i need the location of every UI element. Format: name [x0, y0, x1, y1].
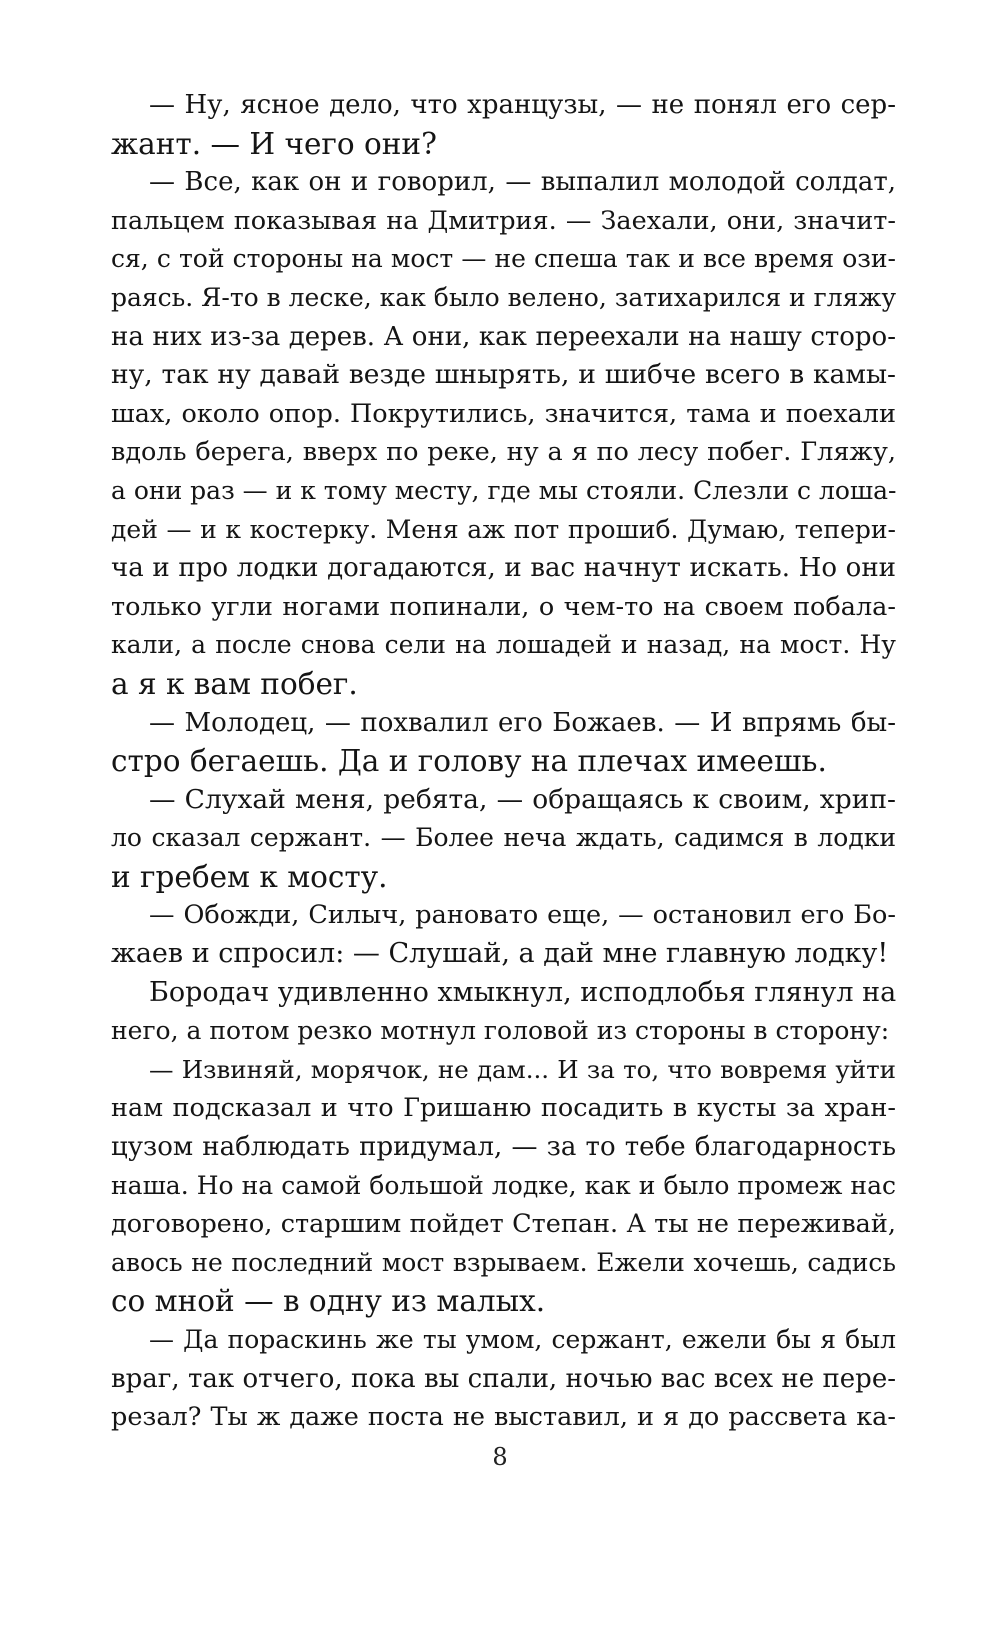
body-text	[111, 86, 896, 1437]
text-line: дей — и к костерку. Меня аж пот прошиб. Думаю, тепери-	[111, 514, 896, 544]
text-line: наша. Но на самой большой лодке, как и было промеж нас	[111, 1170, 896, 1200]
text-line: ча и про лодки догадаются, и вас начнут искать. Но они	[111, 553, 896, 584]
text-line: — Молодец, — похвалил его Божаев. — И впрямь бы-	[149, 707, 896, 738]
text-line: него, а потом резко мотнул головой из стороны в сторону:	[111, 1016, 890, 1046]
text-line: ло сказал сержант. — Более неча ждать, садимся в лодки	[111, 823, 896, 853]
text-line: шах, около опор. Покрутились, значится, тама и поехали	[111, 398, 896, 429]
text-line: ся, с той стороны на мост — не спеша так и все время ози-	[111, 244, 896, 274]
text-line: — Ну, ясное дело, что хранцузы, — не понял его сер-	[149, 90, 896, 120]
text-line: пальцем показывая на Дмитрия. — Заехали, они, значит-	[111, 205, 896, 236]
text-line: кали, а после снова сели на лошадей и назад, на мост. Ну	[111, 630, 896, 660]
text-line: ну, так ну давай везде шнырять, и шибче всего в камы-	[111, 359, 896, 391]
text-line: Бородач удивленно хмыкнул, исподлобья глянул на	[149, 976, 897, 1008]
text-line: вдоль берега, вверх по реке, ну а я по лесу побег. Гляжу,	[111, 437, 896, 468]
text-line: стро бегаешь. Да и голову на плечах имеешь.	[111, 744, 827, 779]
text-line: а я к вам побег.	[111, 666, 358, 701]
text-line: договорено, старшим пойдет Степан. А ты не переживай,	[111, 1209, 896, 1240]
text-line: раясь. Я-то в леске, как было велено, затихарился и гляжу	[111, 282, 897, 312]
text-line: резал? Ты ж даже поста не выставил, и я до рассвета ка-	[111, 1402, 896, 1433]
text-line: цузом наблюдать придумал, — за то тебе благодарность	[111, 1132, 896, 1163]
text-line: — Обожди, Силыч, рановато еще, — остановил его Бо-	[149, 900, 896, 931]
page-number: 8	[492, 1443, 508, 1471]
text-line: — Извиняй, морячок, не дам... И за то, что вовремя уйти	[149, 1054, 896, 1084]
text-line: только угли ногами попинали, о чем-то на своем побала-	[111, 591, 896, 622]
text-line: на них из-за дерев. А они, как переехали на нашу сторо-	[111, 321, 896, 352]
text-line: и гребем к мосту.	[111, 859, 388, 894]
text-line: — Да пораскинь же ты умом, сержант, ежели бы я был	[149, 1325, 896, 1354]
text-line: жаев и спросил: — Слушай, а дай мне главную лодку!	[111, 938, 889, 970]
text-line: жант. — И чего они?	[111, 126, 437, 161]
text-line: а они раз — и к тому месту, где мы стояли. Слезли с лоша-	[111, 475, 897, 505]
text-line: — Слухай меня, ребята, — обращаясь к своим, хрип-	[149, 783, 896, 815]
text-line: нам подсказал и что Гришаню посадить в кусты за хран-	[111, 1093, 896, 1124]
text-line: — Все, как он и говорил, — выпалил молодой солдат,	[149, 167, 896, 198]
text-line: со мной — в одну из малых.	[111, 1284, 546, 1319]
text-line: авось не последний мост взрываем. Ежели хочешь, садись	[111, 1247, 896, 1277]
text-line: враг, так отчего, пока вы спали, ночью вас всех не пере-	[111, 1363, 896, 1394]
